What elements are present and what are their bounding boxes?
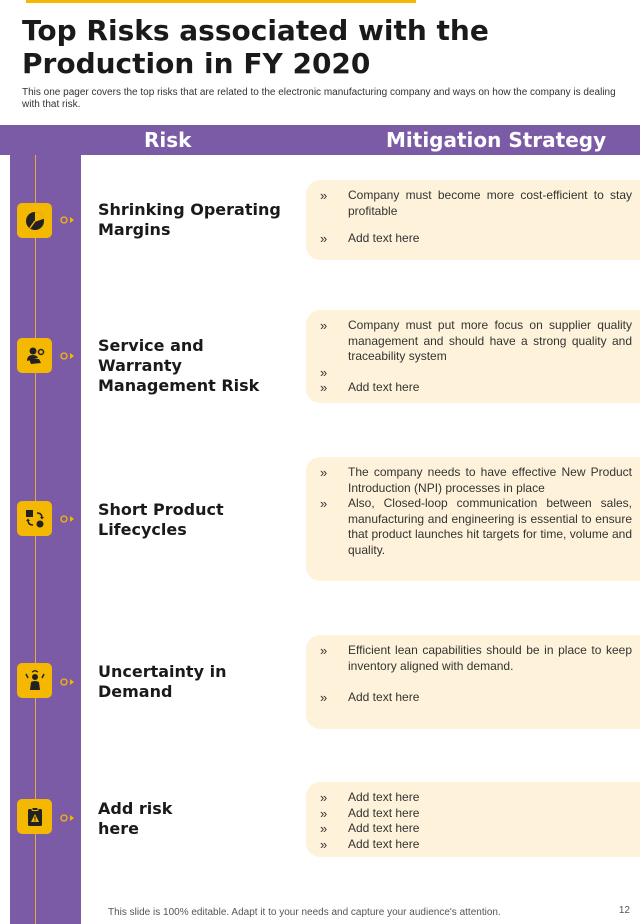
mitigation-bullet: » Add text here: [320, 380, 632, 396]
mitigation-box: [306, 782, 640, 857]
workflow-icon: [17, 501, 52, 536]
footer-note: This slide is 100% editable. Adapt it to your needs and capture your audience's attention.: [108, 907, 501, 918]
pie-chart-icon: [17, 203, 52, 238]
mitigation-box: [306, 457, 640, 581]
risk-title: Short Product Lifecycles: [98, 500, 224, 539]
connector-arrow-icon: [60, 813, 76, 823]
mitigation-bullet: [320, 365, 632, 381]
mitigation-bullet: » Add text here: [320, 837, 632, 853]
top-accent-line: [26, 0, 416, 3]
mitigation-list: [320, 318, 632, 396]
clipboard-warning-icon: [17, 799, 52, 834]
risk-title: Service and Warranty Management Risk: [98, 336, 260, 395]
mitigation-bullet: » Add text here: [320, 806, 632, 822]
mitigation-bullet: » The company needs to have effective New Product Introduction (NPI) processes in place: [320, 465, 632, 496]
connector-arrow-icon: [60, 514, 76, 524]
connector-arrow-icon: [60, 351, 76, 361]
mitigation-bullet: » Company must put more focus on supplier quality management and should have a strong quality and traceability system: [320, 318, 632, 365]
mitigation-bullet: » Add text here: [320, 690, 632, 706]
mitigation-list: [320, 465, 632, 558]
risk-title: Add risk here: [98, 799, 173, 838]
table-header-bar: [0, 125, 640, 155]
mitigation-list: [320, 643, 632, 706]
uncertainty-person-icon: [17, 663, 52, 698]
risk-title: Uncertainty in Demand: [98, 662, 227, 701]
mitigation-bullet: » Company must become more cost-efficient to stay profitable: [320, 188, 632, 219]
mitigation-bullet: » Efficient lean capabilities should be in place to keep inventory aligned with demand.: [320, 643, 632, 674]
page-number: 12: [618, 905, 630, 916]
mitigation-list: [320, 188, 632, 247]
mitigation-bullet: » Add text here: [320, 790, 632, 806]
connector-arrow-icon: [60, 215, 76, 225]
mitigation-box: [306, 310, 640, 403]
mitigation-column-header: Mitigation Strategy: [386, 128, 607, 152]
mitigation-bullet: » Add text here: [320, 231, 632, 247]
mitigation-box: [306, 635, 640, 729]
mitigation-box: [306, 180, 640, 260]
connector-arrow-icon: [60, 677, 76, 687]
page-title: Top Risks associated with the Production in FY 2020: [22, 14, 489, 80]
mitigation-bullet: » Add text here: [320, 821, 632, 837]
risk-column-header: Risk: [144, 128, 192, 152]
support-agent-icon: [17, 338, 52, 373]
page-subtitle: This one pager covers the top risks that are related to the electronic manufacturing company and ways on how the company is dealing with that risk.: [22, 87, 616, 110]
risk-title: Shrinking Operating Margins: [98, 200, 281, 239]
mitigation-list: [320, 790, 632, 852]
mitigation-bullet: » Also, Closed-loop communication between sales, manufacturing and engineering is essential to ensure that product launches hit targets for time, volume and quality.: [320, 496, 632, 558]
